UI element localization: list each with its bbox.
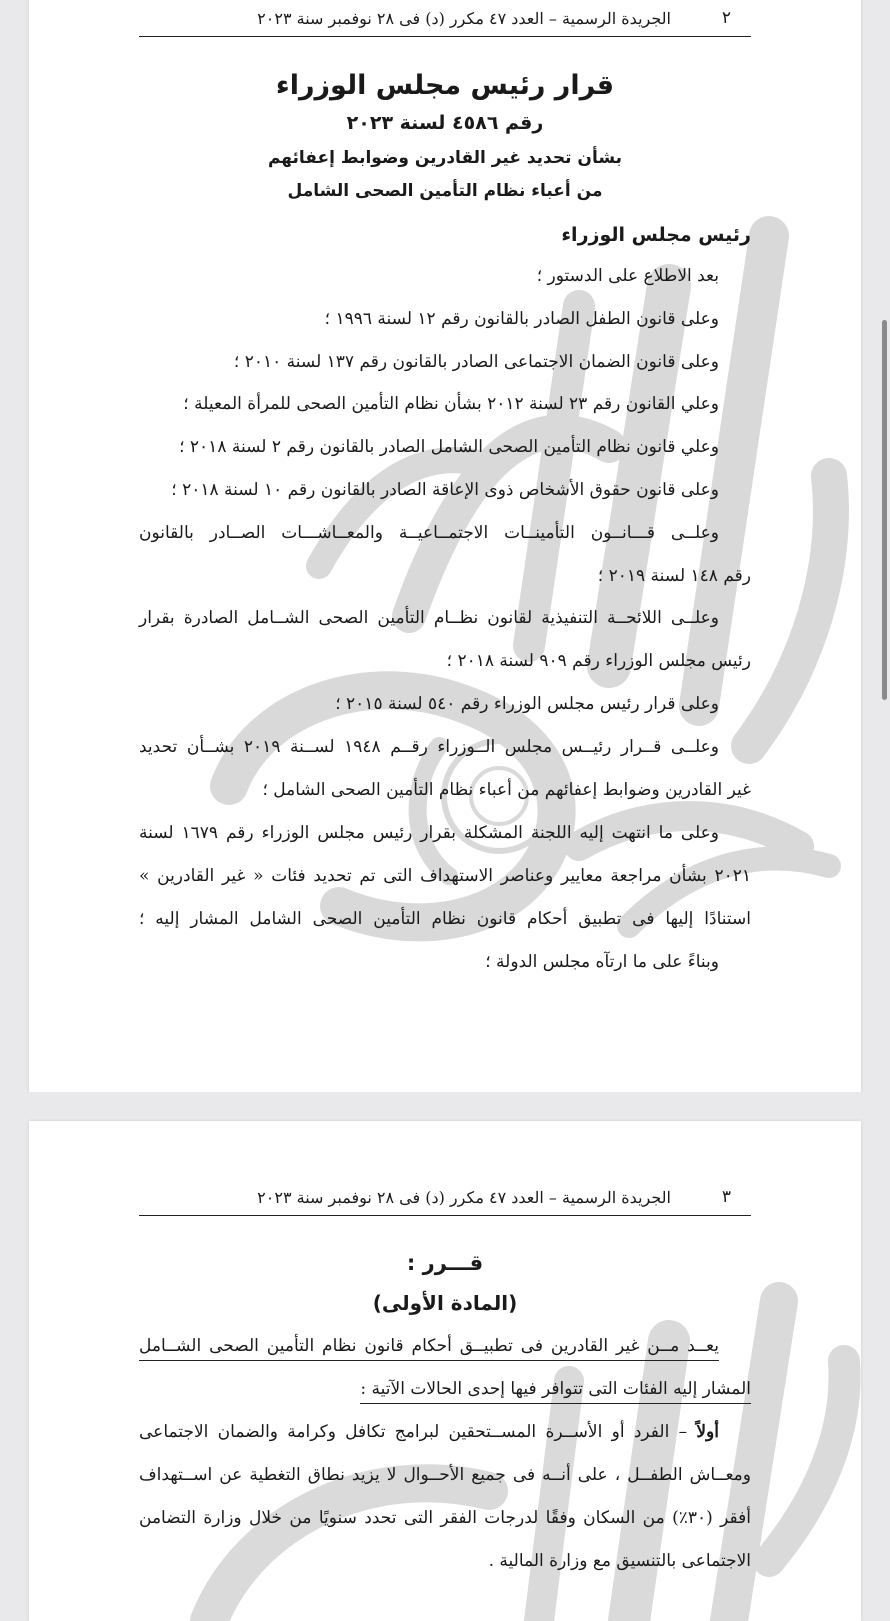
article-title: (المادة الأولى) — [372, 1291, 518, 1315]
clause-line: الاجتماعى بالتنسيق مع وزارة المالية . — [488, 1551, 751, 1571]
preamble-line: وعلــى قــرار رئيــس مجلس الــوزراء رقــم ١٩٤٨ لســنة ٢٠١٩ بشــأن تحديد — [139, 737, 719, 757]
preamble-line: وعلى قانون حقوق الأشخاص ذوى الإعاقة الصادر بالقانون رقم ١٠ لسنة ٢٠١٨ ؛ — [171, 480, 719, 500]
page-gap — [0, 1092, 890, 1121]
preamble-line: وعلى قرار رئيس مجلس الوزراء رقم ٥٤٠ لسنة ٢٠١٥ ؛ — [335, 694, 719, 714]
gazette-header-text: الجريدة الرسمية – العدد ٤٧ مكرر (د) فى ٢٨ نوفمبر سنة ٢٠٢٣ — [257, 1188, 671, 1207]
preamble-line: بعد الاطلاع على الدستور ؛ — [536, 266, 719, 286]
preamble-line: وعلى ما انتهت إليه اللجنة المشكلة بقرار رئيس مجلس الوزراء رقم ١٦٧٩ لسنة — [139, 823, 720, 843]
page-number: ٢ — [721, 8, 731, 28]
decree-number: رقم ٤٥٨٦ لسنة ٢٠٢٣ — [346, 112, 544, 134]
page-header — [139, 0, 751, 37]
page-number: ٣ — [721, 1187, 731, 1207]
preamble-line: استنادًا إليها فى تطبيق أحكام قانون نظام التأمين الصحى الشامل المشار إليه ؛ — [139, 909, 751, 929]
watermark-seal-icon — [109, 146, 861, 1026]
clause-text: – الفرد أو الأســرة المســتحقين لبرامج تكافل وكرامة والضمان الاجتماعى — [139, 1422, 688, 1442]
decree-title: قرار رئيس مجلس الوزراء — [275, 70, 615, 101]
article-line — [139, 1336, 719, 1362]
preamble-line: وبناءً على ما ارتآه مجلس الدولة ؛ — [485, 952, 719, 972]
clause-line: أفقر (٣٠٪) من السكان وفقًا لدرجات الفقر التى تحدد سنويًا من خلال وزارة التضامن — [139, 1508, 751, 1528]
decided-heading: قـــرر : — [406, 1251, 484, 1275]
preamble-line: وعلى قانون الطفل الصادر بالقانون رقم ١٢ لسنة ١٩٩٦ ؛ — [324, 309, 719, 329]
issuer-heading: رئيس مجلس الوزراء — [561, 224, 751, 246]
clause-first-line — [139, 1422, 719, 1442]
decree-subject-line-2: من أعباء نظام التأمين الصحى الشامل — [287, 181, 603, 201]
page-header — [139, 1179, 751, 1216]
decree-subject-line-1: بشأن تحديد غير القادرين وضوابط إعفائهم — [267, 148, 623, 168]
article-line-text: المشار إليه الفئات التى تتوافر فيها إحدى الحالات الآتية : — [360, 1379, 751, 1404]
clause-line: ومعــاش الطفــل ، على أنــه فى جميع الأحــوال لا يزيد نطاق التغطية عن اســتهداف — [139, 1465, 751, 1485]
clause-label: أولاً — [696, 1422, 719, 1442]
preamble-line: وعلي القانون رقم ٢٣ لسنة ٢٠١٢ بشأن نظام التأمين الصحى للمرأة المعيلة ؛ — [183, 394, 719, 414]
preamble-line: وعلي قانون نظام التأمين الصحى الشامل الصادر بالقانون رقم ٢ لسنة ٢٠١٨ ؛ — [179, 437, 719, 457]
preamble-line: وعلى قانون الضمان الاجتماعى الصادر بالقانون رقم ١٣٧ لسنة ٢٠١٠ ؛ — [233, 352, 719, 372]
gazette-header-text: الجريدة الرسمية – العدد ٤٧ مكرر (د) فى ٢٨ نوفمبر سنة ٢٠٢٣ — [257, 9, 671, 28]
scrollbar-thumb[interactable] — [882, 320, 887, 700]
document-page-2 — [29, 1121, 861, 1621]
preamble-line: وعلــى قـــانــون التأمينــات الاجتمــاعيــة والمعــاشـــات الصــادر بالقانون — [139, 523, 719, 543]
preamble-line: رقم ١٤٨ لسنة ٢٠١٩ ؛ — [597, 566, 751, 586]
preamble-line: رئيس مجلس الوزراء رقم ٩٠٩ لسنة ٢٠١٨ ؛ — [446, 651, 751, 671]
document-page-1 — [29, 0, 861, 1092]
preamble-line: غير القادرين وضوابط إعفائهم من أعباء نظام التأمين الصحى الشامل ؛ — [262, 780, 751, 800]
preamble-line: ٢٠٢١ بشأن مراجعة معايير وعناصر الاستهداف التى تم تحديد فئات « غير القادرين » — [139, 866, 751, 886]
article-line-text: يعــد مــن غير القادرين فى تطبيــق أحكام قانون نظام التأمين الصحى الشــامل — [139, 1336, 719, 1361]
preamble-line: وعلــى اللائحــة التنفيذية لقانون نظــام التأمين الصحى الشــامل الصادرة بقرار — [139, 608, 719, 628]
article-line — [360, 1379, 751, 1399]
